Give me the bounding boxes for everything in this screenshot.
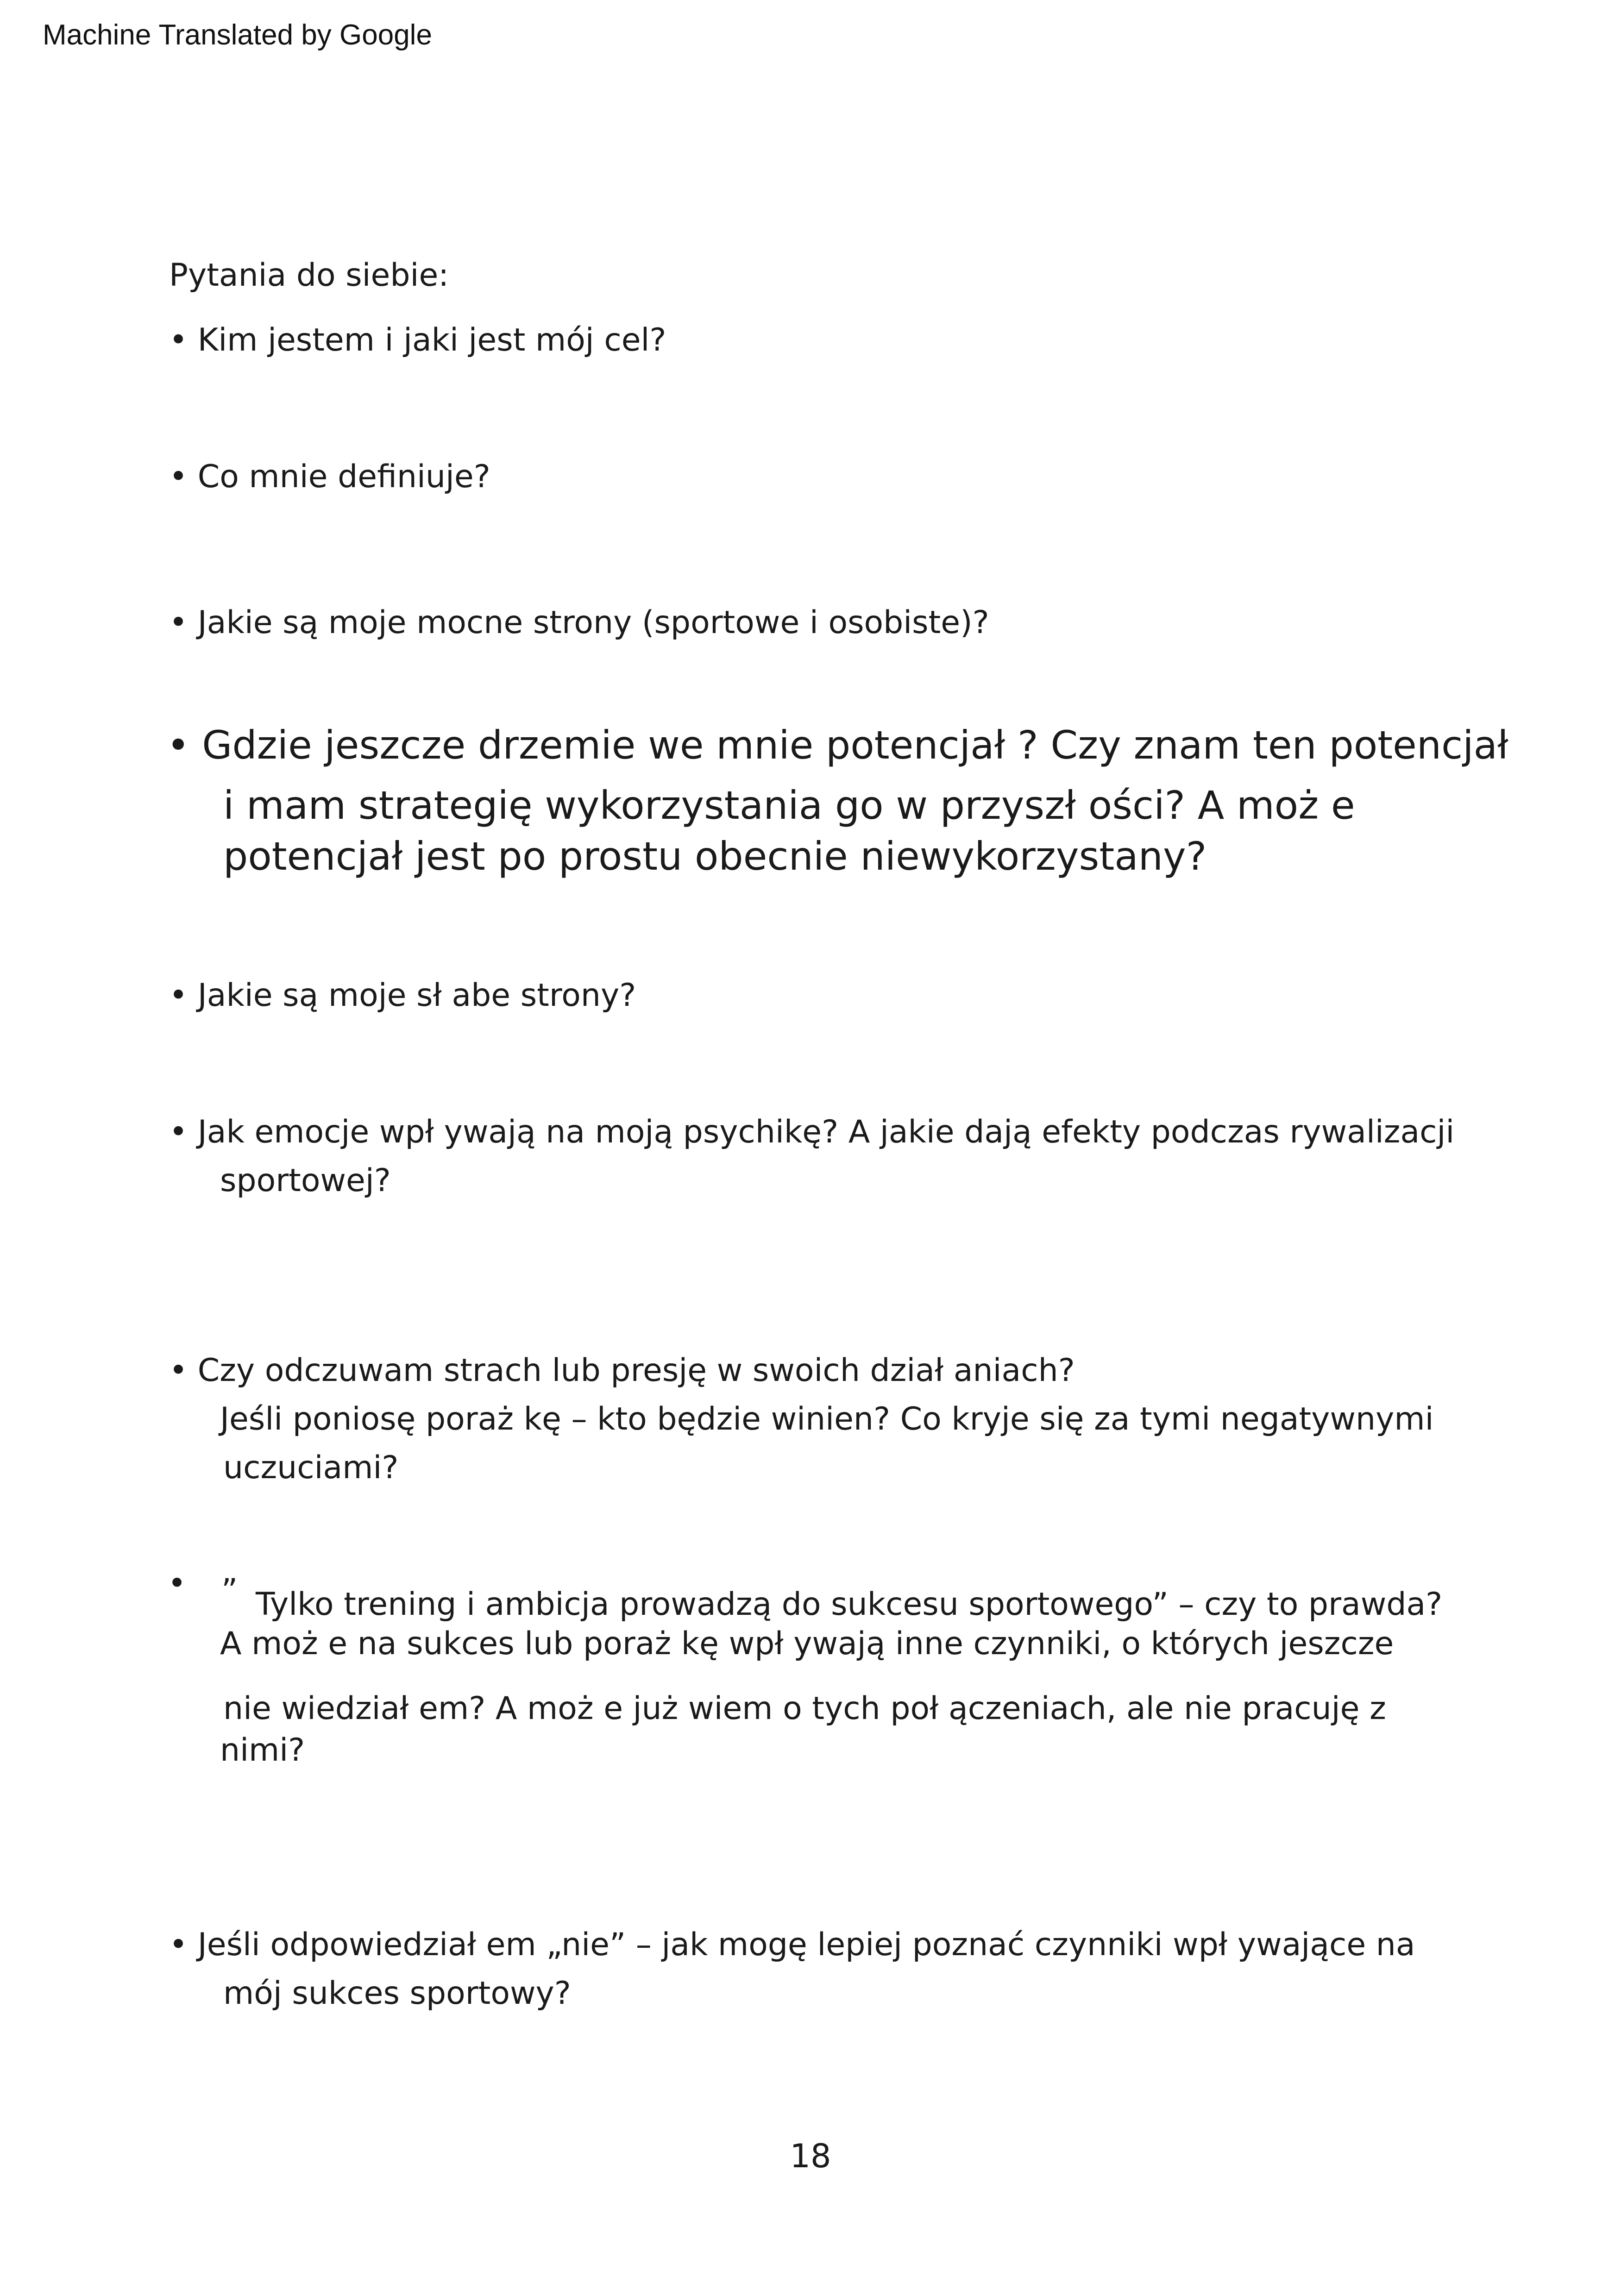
question-9-line-1: • Jeśli odpowiedział em „nie” – jak mogę lepiej poznać czynniki wpł ywające na [169, 1926, 1415, 1963]
question-4-line-2: i mam strategię wykorzystania go w przyszł ości? A moż e [223, 783, 1355, 828]
question-7-line-3: uczuciami? [223, 1449, 399, 1486]
question-3: • Jakie są moje mocne strony (sportowe i osobiste)? [169, 604, 989, 641]
question-9-line-2: mój sukces sportowy? [223, 1975, 571, 2012]
question-8-line-4: nimi? [220, 1732, 305, 1769]
question-2: • Co mnie definiuje? [169, 458, 490, 495]
question-7-line-1: • Czy odczuwam strach lub presję w swoich dział aniach? [169, 1352, 1075, 1389]
machine-translation-banner: Machine Translated by Google [43, 19, 432, 51]
question-7-line-2: Jeśli poniosę poraż kę – kto będzie winien? Co kryje się za tymi negatywnymi [220, 1401, 1434, 1437]
question-6-line-2: sportowej? [220, 1162, 391, 1199]
question-4-line-3: potencjał jest po prostu obecnie niewykorzystany? [223, 834, 1207, 879]
question-8-line-3: nie wiedział em? A moż e już wiem o tych poł ączeniach, ale nie pracuję z [223, 1690, 1386, 1727]
question-6-line-1: • Jak emocje wpł ywają na moją psychikę? A jakie dają efekty podczas rywalizacji [169, 1114, 1455, 1150]
question-8-quote-mark: ” [221, 1572, 238, 1609]
question-8-line-1: Tylko trening i ambicja prowadzą do sukcesu sportowego” – czy to prawda? [256, 1586, 1443, 1623]
question-5: • Jakie są moje sł abe strony? [169, 977, 636, 1014]
page-number: 18 [790, 2137, 831, 2175]
section-heading: Pytania do siebie: [169, 257, 449, 294]
question-1: • Kim jestem i jaki jest mój cel? [169, 322, 666, 358]
question-8-bullet: • [168, 1565, 187, 1602]
question-8-line-2: A moż e na sukces lub poraż kę wpł ywają inne czynniki, o których jeszcze [220, 1625, 1394, 1662]
question-4-line-1: • Gdzie jeszcze drzemie we mnie potencjał ? Czy znam ten potencjał [167, 722, 1508, 768]
